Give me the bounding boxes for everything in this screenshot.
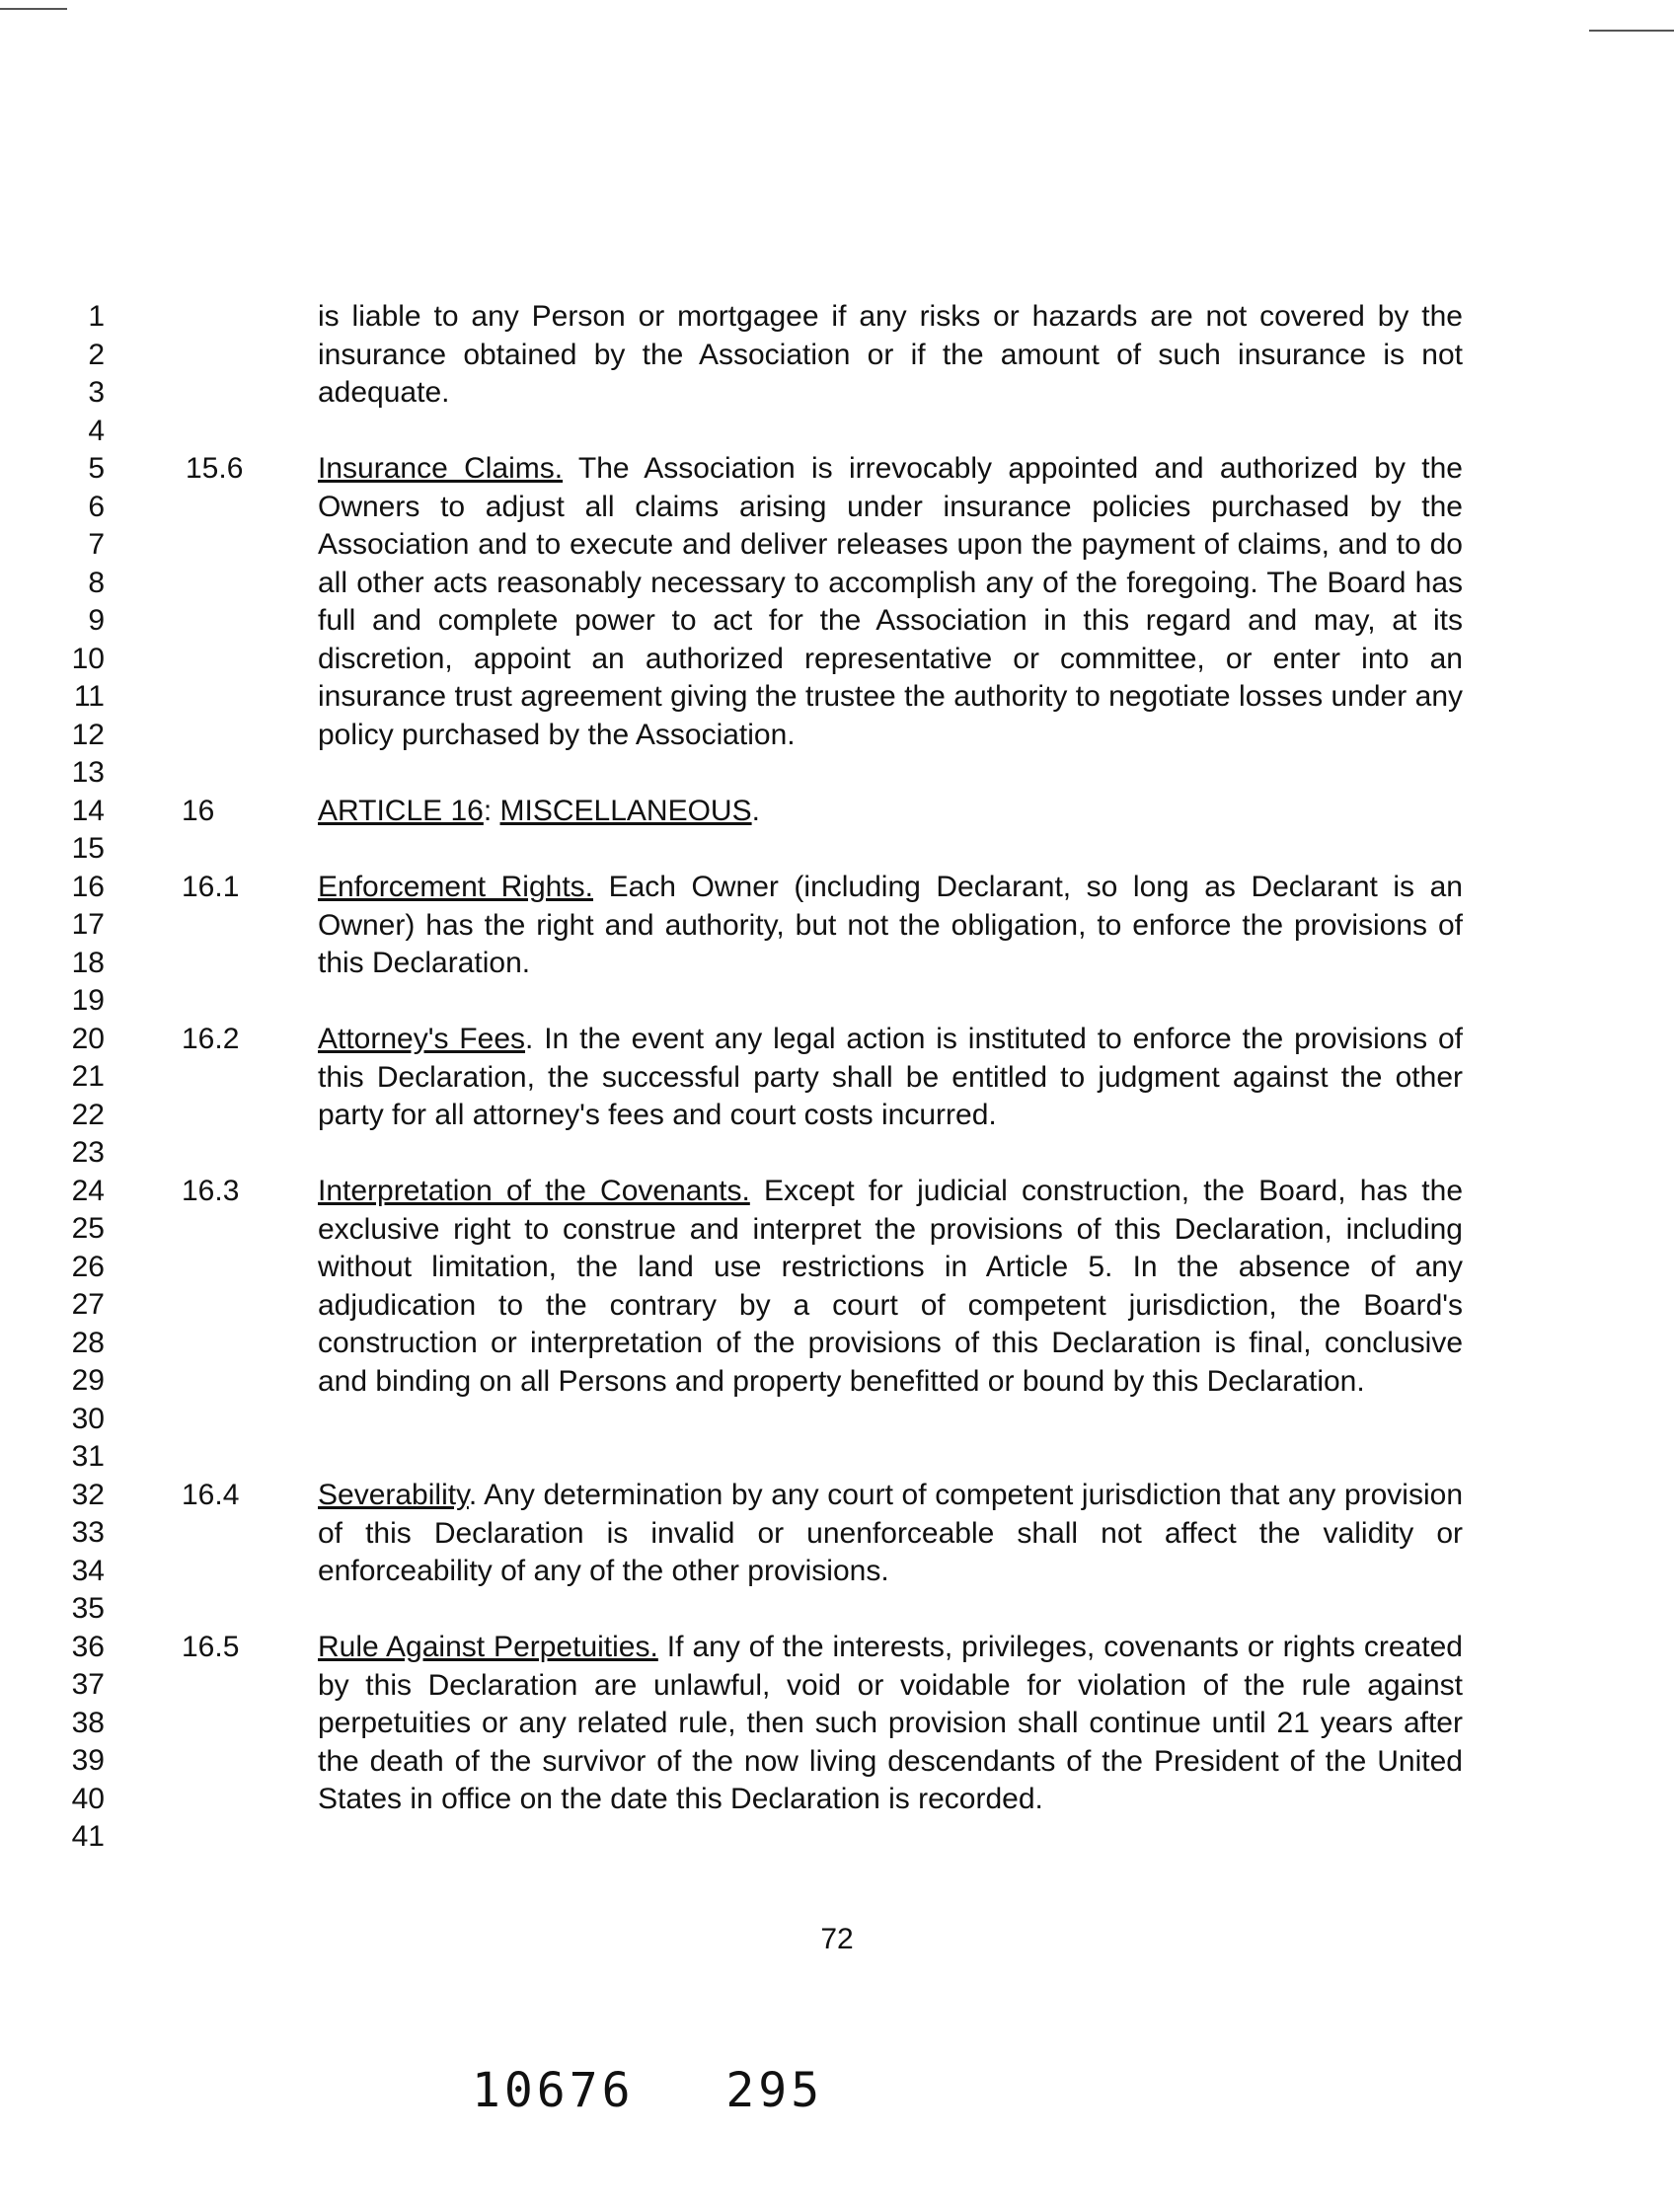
section-text: Except for judicial construction, the Board, has the exclusive right to construe and interpret the provisions of this Declaration, including without limitation, the land use restrictions in Article 5. In the absence of any adjudication to the contrary by a court of competent jurisdiction, the Board's construction or interpretation of the provisions of this Declaration is final, conclusive and binding on all Persons and property benefitted or bound by this Declaration. xyxy=(318,1175,1464,1398)
book-number: 10676 xyxy=(472,2063,635,2118)
line-number: 1 xyxy=(88,300,105,333)
line-number: 35 xyxy=(71,1592,105,1625)
section-number: 16.1 xyxy=(182,871,240,903)
line-number: 4 xyxy=(88,414,105,447)
line-number: 41 xyxy=(71,1820,105,1853)
article-heading xyxy=(318,793,1463,831)
line-number: 13 xyxy=(71,756,105,789)
line-number: 16 xyxy=(71,870,105,903)
section-heading: Insurance Claims. xyxy=(318,452,564,485)
section-enforcement-rights xyxy=(318,869,1463,983)
line-number: 22 xyxy=(71,1098,105,1131)
article-number: 16 xyxy=(182,795,215,827)
section-insurance-claims xyxy=(318,450,1463,754)
line-number: 38 xyxy=(71,1706,105,1739)
line-number: 3 xyxy=(88,376,105,409)
section-heading: Severability xyxy=(318,1479,469,1511)
article-separator: : xyxy=(483,795,500,827)
line-number: 20 xyxy=(71,1022,105,1055)
section-text: The Association is irrevocably appointed and authorized by the Owners to adjust all claims arising under insurance policies purchased by the Association and to execute and deliver releases upon the payment of claims, and to do all other acts reasonably necessary to accomplish any of the foregoing. The Board has full and complete power to act for the Association in this regard and may, at its discretion, appoint an authorized representative or committee, or enter into an insurance trust agreement giving the trustee the authority to negotiate losses under any policy purchased by the Association. xyxy=(318,452,1463,751)
line-number: 11 xyxy=(73,680,105,713)
section-number: 15.6 xyxy=(186,452,244,485)
line-number: 29 xyxy=(71,1364,105,1397)
article-title: ARTICLE 16 xyxy=(318,795,484,827)
line-number: 27 xyxy=(71,1288,105,1321)
page-reference: 295 xyxy=(725,2063,824,2118)
recording-stamp xyxy=(472,2063,823,2118)
section-number: 16.4 xyxy=(182,1479,240,1511)
line-number: 25 xyxy=(71,1212,105,1245)
scan-rule-top-right xyxy=(1589,30,1674,32)
line-number: 30 xyxy=(71,1402,105,1435)
line-number: 24 xyxy=(71,1174,105,1207)
section-severability xyxy=(318,1477,1463,1591)
line-number: 39 xyxy=(71,1744,105,1777)
line-number: 6 xyxy=(88,490,105,523)
line-number: 40 xyxy=(71,1782,105,1815)
line-number: 15 xyxy=(71,832,105,865)
line-number: 33 xyxy=(71,1516,105,1549)
page-number: 72 xyxy=(820,1923,854,1955)
section-interpretation xyxy=(318,1173,1463,1401)
line-number: 26 xyxy=(71,1250,105,1283)
line-numbers xyxy=(61,298,105,1857)
line-number: 10 xyxy=(71,642,105,675)
line-number: 9 xyxy=(88,604,105,637)
section-text: . In the event any legal action is instituted to enforce the provisions of this Declaration, the successful party shall be entitled to judgment against the other party for all attorney's fees and court costs incurred. xyxy=(318,1023,1464,1131)
article-period: . xyxy=(751,795,760,827)
line-number: 23 xyxy=(71,1136,105,1169)
line-number: 19 xyxy=(71,984,105,1017)
line-number: 12 xyxy=(71,718,105,751)
line-number: 14 xyxy=(71,794,105,827)
line-number: 18 xyxy=(71,946,105,979)
line-number: 21 xyxy=(71,1060,105,1093)
scan-rule-top-left xyxy=(0,8,67,10)
section-text: Each Owner (including Declarant, so long as Declarant is an Owner) has the right and authority, but not the obligation, to enforce the provisions of this Declaration. xyxy=(318,871,1463,979)
section-heading: Attorney's Fees xyxy=(318,1023,526,1055)
article-subtitle: MISCELLANEOUS xyxy=(499,795,752,827)
line-number: 5 xyxy=(88,452,105,485)
section-text: If any of the interests, privileges, covenants or rights created by this Declaration are unlawful, void or voidable for violation of the rule against perpetuities or any related rule, then such provision shall continue until 21 years after the death of the survivor of the now living descendants of the President of the United States in office on the date this Declaration is recorded. xyxy=(318,1631,1463,1815)
section-text: . Any determination by any court of competent jurisdiction that any provision of this Declaration is invalid or unenforceable shall not affect the validity or enforceability of any of the other provisions. xyxy=(318,1479,1463,1587)
line-number: 2 xyxy=(88,338,105,371)
line-number: 37 xyxy=(71,1668,105,1701)
section-number: 16.5 xyxy=(182,1631,240,1663)
line-number: 31 xyxy=(71,1440,105,1473)
intro-paragraph: is liable to any Person or mortgagee if any risks or hazards are not covered by the insurance obtained by the Association or if the amount of such insurance is not adequate. xyxy=(318,300,1463,409)
line-number: 17 xyxy=(71,908,105,941)
section-heading: Rule Against Perpetuities. xyxy=(318,1631,658,1663)
section-attorneys-fees xyxy=(318,1021,1463,1135)
line-number: 7 xyxy=(88,528,105,561)
line-number: 36 xyxy=(71,1630,105,1663)
section-heading: Interpretation of the Covenants. xyxy=(318,1175,750,1207)
line-number: 8 xyxy=(88,566,105,599)
section-number: 16.3 xyxy=(182,1175,240,1207)
section-heading: Enforcement Rights. xyxy=(318,871,594,903)
section-rule-against-perpetuities xyxy=(318,1629,1463,1819)
line-number: 28 xyxy=(71,1326,105,1359)
line-number: 34 xyxy=(71,1554,105,1587)
section-number: 16.2 xyxy=(182,1023,240,1055)
line-number: 32 xyxy=(71,1478,105,1511)
